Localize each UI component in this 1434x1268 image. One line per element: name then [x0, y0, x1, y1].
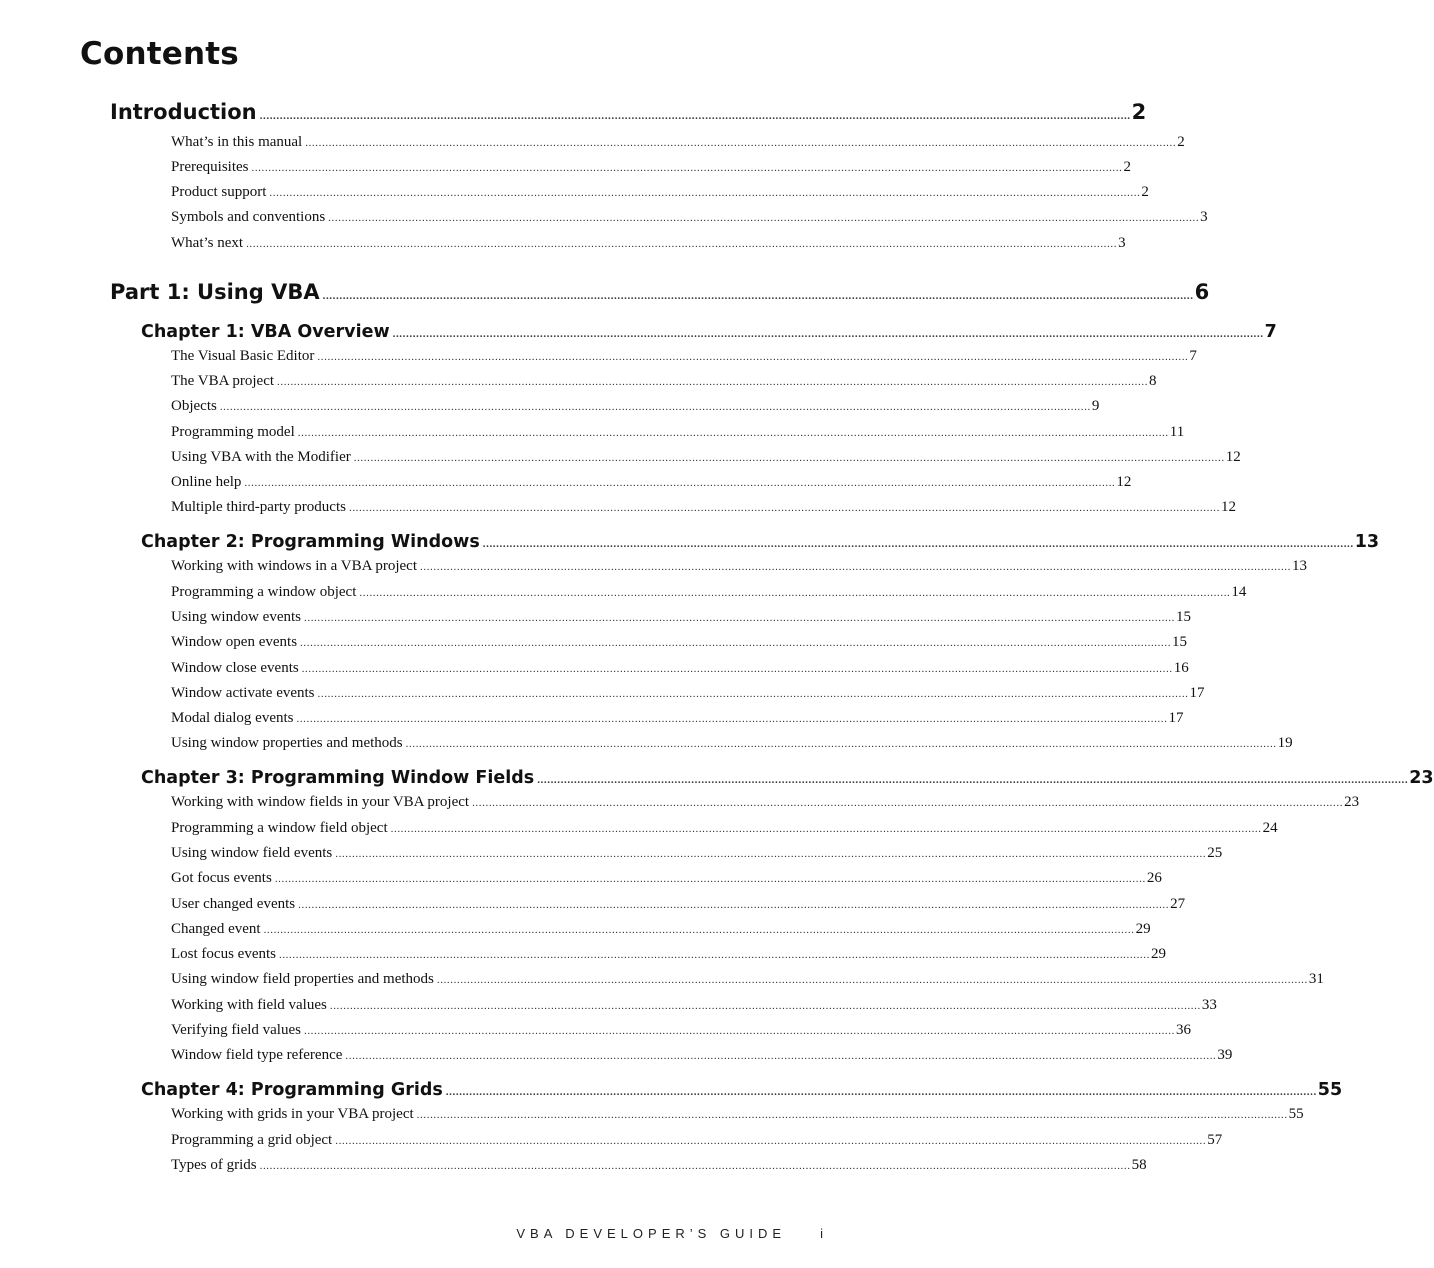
toc-entry-page: 7: [1264, 322, 1277, 342]
toc-entry-chapter-1[interactable]: [141, 322, 1277, 342]
dot-leader: ....................................................................................................................................................................................................................................................................: [244, 477, 1116, 489]
toc-entry-page: 19: [1277, 735, 1293, 751]
dot-leader: ....................................................................................................................................................................................................................................................................: [303, 1025, 1175, 1037]
toc-entry[interactable]: [171, 184, 1149, 201]
toc-entry-label: Programming a window object: [171, 584, 357, 600]
dot-leader: ....................................................................................................................................................................................................................................................................: [298, 899, 1170, 911]
dot-leader: ....................................................................................................................................................................................................................................................................: [390, 823, 1262, 835]
toc-entry[interactable]: [171, 1022, 1191, 1039]
toc-entry-label: Objects: [171, 398, 217, 414]
toc-entry[interactable]: [171, 685, 1205, 702]
page-title: Contents: [80, 36, 239, 72]
toc-entry-label: Got focus events: [171, 870, 272, 886]
toc-entry-page: 27: [1170, 896, 1186, 912]
toc-entry[interactable]: [171, 398, 1100, 415]
toc-entry-label: Modal dialog events: [171, 710, 294, 726]
toc-entry[interactable]: [171, 971, 1324, 988]
toc-entry-label: Chapter 4: Programming Grids: [141, 1080, 443, 1100]
dot-leader: ....................................................................................................................................................................................................................................................................: [392, 328, 1264, 340]
dot-leader: ....................................................................................................................................................................................................................................................................: [322, 290, 1194, 302]
footer-book-title: VBA DEVELOPER’S GUIDE: [516, 1226, 787, 1241]
toc-entry[interactable]: [171, 558, 1307, 575]
toc-entry-page: 57: [1207, 1132, 1223, 1148]
dot-leader: ....................................................................................................................................................................................................................................................................: [537, 774, 1409, 786]
toc-entry-label: Window activate events: [171, 685, 315, 701]
dot-leader: ....................................................................................................................................................................................................................................................................: [472, 797, 1344, 809]
toc-entry[interactable]: [171, 997, 1217, 1014]
dot-leader: ....................................................................................................................................................................................................................................................................: [263, 924, 1135, 936]
dot-leader: ....................................................................................................................................................................................................................................................................: [251, 162, 1123, 174]
toc-entry-label: Symbols and conventions: [171, 209, 326, 225]
toc-entry[interactable]: [171, 348, 1197, 365]
dot-leader: ....................................................................................................................................................................................................................................................................: [353, 452, 1225, 464]
toc-entry[interactable]: [171, 1132, 1223, 1149]
toc-entry[interactable]: [171, 634, 1188, 651]
toc-entry-page: 2: [1141, 184, 1149, 200]
toc-entry-introduction[interactable]: [110, 100, 1147, 124]
dot-leader: ....................................................................................................................................................................................................................................................................: [416, 1109, 1288, 1121]
dot-leader: ....................................................................................................................................................................................................................................................................: [305, 137, 1177, 149]
toc-entry-page: 2: [1177, 134, 1185, 150]
dot-leader: ....................................................................................................................................................................................................................................................................: [359, 587, 1231, 599]
dot-leader: ....................................................................................................................................................................................................................................................................: [317, 351, 1189, 363]
toc-entry-label: Verifying field values: [171, 1022, 301, 1038]
toc-entry[interactable]: [171, 946, 1166, 963]
toc-entry[interactable]: [171, 735, 1293, 752]
toc-entry-page: 17: [1168, 710, 1184, 726]
toc-entry[interactable]: [171, 609, 1191, 626]
toc-entry-page: 39: [1217, 1047, 1233, 1063]
toc-entry-page: 24: [1262, 820, 1278, 836]
toc-entry-label: Using VBA with the Modifier: [171, 449, 351, 465]
toc-entry-page: 23: [1409, 768, 1434, 788]
toc-entry[interactable]: [171, 660, 1189, 677]
toc-entry-page: 7: [1189, 348, 1197, 364]
dot-leader: ....................................................................................................................................................................................................................................................................: [259, 1160, 1131, 1172]
toc-entry[interactable]: [171, 845, 1223, 862]
footer-page-number: i: [820, 1226, 823, 1241]
toc-entry-label: Using window events: [171, 609, 301, 625]
toc-entry-page: 36: [1175, 1022, 1191, 1038]
toc-entry-chapter-3[interactable]: [141, 768, 1434, 788]
toc-entry-label: Programming a grid object: [171, 1132, 333, 1148]
dot-leader: ....................................................................................................................................................................................................................................................................: [274, 873, 1146, 885]
toc-entry[interactable]: [171, 209, 1208, 226]
toc-entry-label: Chapter 1: VBA Overview: [141, 322, 390, 342]
dot-leader: ....................................................................................................................................................................................................................................................................: [278, 949, 1150, 961]
toc-entry-label: Using window properties and methods: [171, 735, 403, 751]
toc-entry[interactable]: [171, 921, 1151, 938]
dot-leader: ....................................................................................................................................................................................................................................................................: [277, 376, 1149, 388]
page-footer: [0, 1226, 823, 1241]
toc-entry-page: 12: [1116, 474, 1132, 490]
toc-entry-label: What’s in this manual: [171, 134, 303, 150]
toc-entry-page: 11: [1169, 424, 1185, 440]
toc-entry-label: Window field type reference: [171, 1047, 343, 1063]
toc-entry-label: The Visual Basic Editor: [171, 348, 315, 364]
dot-leader: ....................................................................................................................................................................................................................................................................: [348, 502, 1220, 514]
toc-entry-page: 15: [1172, 634, 1188, 650]
toc-entry-label: Chapter 2: Programming Windows: [141, 532, 480, 552]
toc-entry-page: 55: [1288, 1106, 1304, 1122]
toc-entry-chapter-2[interactable]: [141, 532, 1380, 552]
toc-entry-label: Working with field values: [171, 997, 327, 1013]
dot-leader: ....................................................................................................................................................................................................................................................................: [345, 1050, 1217, 1062]
toc-entry-label: Online help: [171, 474, 242, 490]
dot-leader: ....................................................................................................................................................................................................................................................................: [269, 187, 1141, 199]
toc-entry-label: User changed events: [171, 896, 296, 912]
toc-entry-label: Window close events: [171, 660, 299, 676]
dot-leader: ....................................................................................................................................................................................................................................................................: [259, 110, 1131, 122]
dot-leader: ....................................................................................................................................................................................................................................................................: [482, 538, 1354, 550]
toc-entry-page: 17: [1189, 685, 1205, 701]
toc-entry-label: Window open events: [171, 634, 298, 650]
toc-entry-label: Prerequisites: [171, 159, 249, 175]
toc-entry-label: Chapter 3: Programming Window Fields: [141, 768, 535, 788]
toc-entry-page: 2: [1123, 159, 1131, 175]
toc-entry[interactable]: [171, 449, 1241, 466]
toc-entry-page: 16: [1173, 660, 1189, 676]
dot-leader: ....................................................................................................................................................................................................................................................................: [297, 427, 1169, 439]
toc-entry-label: Programming a window field object: [171, 820, 388, 836]
toc-entry-page: 26: [1146, 870, 1162, 886]
toc-entry[interactable]: [171, 235, 1126, 252]
toc-entry-label: Part 1: Using VBA: [110, 280, 320, 304]
toc-entry[interactable]: [171, 159, 1131, 176]
toc-entry[interactable]: [171, 584, 1247, 601]
toc-entry-page: 33: [1201, 997, 1217, 1013]
toc-entry-page: 12: [1225, 449, 1241, 465]
toc-entry[interactable]: [171, 896, 1186, 913]
dot-leader: ....................................................................................................................................................................................................................................................................: [445, 1086, 1317, 1098]
toc-entry-page: 55: [1317, 1080, 1343, 1100]
toc-entry-page: 29: [1135, 921, 1151, 937]
dot-leader: ....................................................................................................................................................................................................................................................................: [420, 561, 1291, 573]
toc-entry[interactable]: [171, 134, 1185, 151]
toc-entry-label: Using window field properties and methods: [171, 971, 434, 987]
toc-entry[interactable]: [171, 373, 1157, 390]
dot-leader: ....................................................................................................................................................................................................................................................................: [300, 637, 1172, 649]
toc-entry[interactable]: [171, 1047, 1233, 1064]
toc-entry-page: 13: [1354, 532, 1380, 552]
toc-entry-page: 12: [1220, 499, 1236, 515]
toc-entry[interactable]: [171, 710, 1184, 727]
toc-entry-label: Working with grids in your VBA project: [171, 1106, 414, 1122]
dot-leader: ....................................................................................................................................................................................................................................................................: [335, 848, 1207, 860]
dot-leader: ....................................................................................................................................................................................................................................................................: [296, 713, 1168, 725]
toc-entry-page: 13: [1292, 558, 1307, 574]
toc-entry-label: Working with windows in a VBA project: [171, 558, 417, 574]
toc-entry-page: 6: [1194, 280, 1210, 304]
dot-leader: ....................................................................................................................................................................................................................................................................: [405, 738, 1277, 750]
toc-entry-label: Introduction: [110, 100, 257, 124]
toc-entry-page: 25: [1207, 845, 1223, 861]
toc-entry-page: 15: [1176, 609, 1191, 625]
toc-entry-label: Changed event: [171, 921, 261, 937]
dot-leader: ....................................................................................................................................................................................................................................................................: [301, 663, 1173, 675]
toc-entry[interactable]: [171, 1106, 1304, 1123]
toc-entry-page: 3: [1200, 209, 1208, 225]
toc-entry[interactable]: [171, 499, 1236, 516]
toc-entry[interactable]: [171, 870, 1162, 887]
dot-leader: ....................................................................................................................................................................................................................................................................: [335, 1135, 1207, 1147]
dot-leader: ....................................................................................................................................................................................................................................................................: [219, 401, 1091, 413]
toc-entry[interactable]: [171, 424, 1185, 441]
toc-entry[interactable]: [171, 1157, 1147, 1174]
toc-entry-label: What’s next: [171, 235, 244, 251]
toc-entry-page: 23: [1344, 794, 1360, 810]
dot-leader: ....................................................................................................................................................................................................................................................................: [328, 212, 1200, 224]
dot-leader: ....................................................................................................................................................................................................................................................................: [246, 238, 1118, 250]
toc-entry-page: 3: [1118, 235, 1126, 251]
toc-entry-part-1[interactable]: [110, 280, 1210, 304]
toc-entry[interactable]: [171, 820, 1278, 837]
toc-entry-label: Working with window fields in your VBA project: [171, 794, 470, 810]
toc-entry-label: Types of grids: [171, 1157, 257, 1173]
toc-entry[interactable]: [171, 474, 1132, 491]
toc-entry-chapter-4[interactable]: [141, 1080, 1343, 1100]
dot-leader: ....................................................................................................................................................................................................................................................................: [329, 1000, 1201, 1012]
toc-entry-label: Using window field events: [171, 845, 333, 861]
toc-entry-label: Lost focus events: [171, 946, 276, 962]
toc-entry-page: 58: [1131, 1157, 1147, 1173]
toc-entry-page: 8: [1149, 373, 1157, 389]
toc-entry-label: Multiple third-party products: [171, 499, 346, 515]
toc-entry-label: Programming model: [171, 424, 295, 440]
dot-leader: ....................................................................................................................................................................................................................................................................: [436, 974, 1308, 986]
toc-entry-page: 29: [1150, 946, 1166, 962]
toc-entry-page: 31: [1308, 971, 1324, 987]
toc-entry-page: 2: [1131, 100, 1147, 124]
toc-entry-label: Product support: [171, 184, 267, 200]
dot-leader: ....................................................................................................................................................................................................................................................................: [304, 612, 1175, 624]
toc-entry-label: The VBA project: [171, 373, 275, 389]
toc-entry-page: 9: [1091, 398, 1100, 414]
dot-leader: ....................................................................................................................................................................................................................................................................: [317, 688, 1189, 700]
toc-entry-page: 14: [1231, 584, 1247, 600]
toc-entry[interactable]: [171, 794, 1360, 811]
